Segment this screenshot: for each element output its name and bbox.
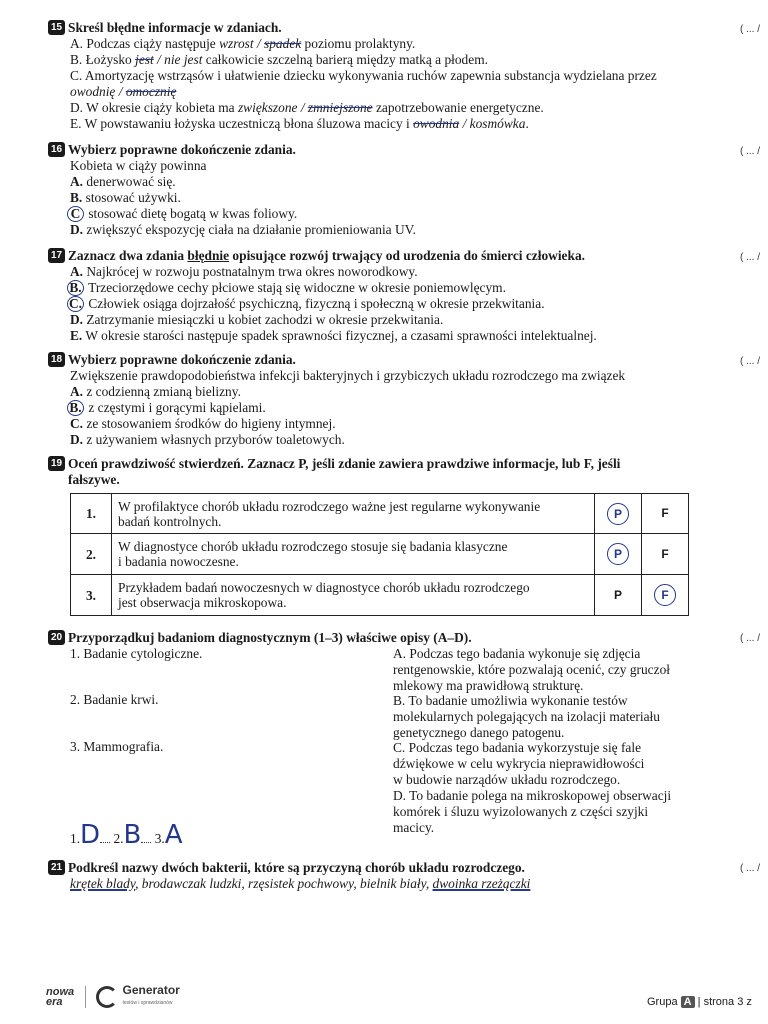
description-a: A. Podczas tego badania wykonuje się zdjęcia rentgenowskie, które pozwalają ocenić, czy gruczoł mlekowy ma prawidłową strukturę.	[393, 646, 670, 693]
question-number: 20	[48, 630, 65, 645]
answer-2[interactable]: B	[123, 820, 142, 850]
footer-logo	[46, 985, 180, 1008]
question-title: Oceń prawdziwość stwierdzeń. Zaznacz P, jeśli zdanie zawiera prawdziwe informacje, lub F, jeśli fałszywe.	[68, 456, 621, 487]
option-d[interactable]: D. Zatrzymanie miesiączki u kobiet zachodzi w okresie przekwitania.	[70, 312, 444, 327]
question-title: Skreśl błędne informacje w zdaniach.	[68, 20, 282, 35]
statement-a: A. Podczas ciąży następuje wzrost / spadek poziomu prolaktyny.	[70, 36, 416, 51]
points-box: ( ... /	[740, 356, 760, 367]
statement-d: D. W okresie ciąży kobieta ma zwiększone / zmniejszone zapotrzebowanie energetyczne.	[70, 100, 544, 115]
generator-g-icon	[96, 986, 118, 1008]
row-statement: Przykładem badań nowoczesnych w diagnostyce chorób układu rozrodczego jest obserwacja mikroskopowa.	[112, 575, 595, 616]
option-b[interactable]: B. stosować używki.	[70, 190, 181, 205]
question-19	[48, 456, 748, 488]
brand-name: Generator	[122, 983, 180, 997]
points-box: ( ... /	[740, 146, 760, 157]
exam-item-2: 2. Badanie krwi.	[70, 692, 159, 707]
true-cell[interactable]: P	[595, 575, 642, 616]
question-number: 18	[48, 352, 65, 367]
crossed-option[interactable]: jest	[135, 52, 154, 67]
underlined-option[interactable]: dwoinka rzeżączki	[432, 876, 531, 891]
nowa-era-logo: nowa era	[46, 985, 75, 1008]
question-16	[48, 142, 748, 238]
option-c[interactable]: C stosować dietę bogatą w kwas foliowy.	[70, 206, 748, 222]
footer-page-info: Grupa A | strona 3 z	[647, 996, 752, 1008]
answer-3[interactable]: A	[164, 820, 183, 850]
option-e[interactable]: E. W okresie starości następuje spadek sprawności fizycznej, a czasami sprawności intelektualnej.	[70, 328, 597, 343]
option-a[interactable]: A. z codzienną zmianą bielizny.	[70, 384, 241, 399]
points-box: ( ... /	[740, 24, 760, 35]
statement-b: B. Łożysko jest / nie jest całkowicie szczelną barierą między matką a płodem.	[70, 52, 488, 67]
points-box: ( ... /	[740, 252, 760, 263]
exam-item-3: 3. Mammografia.	[70, 739, 164, 754]
row-number: 1.	[71, 494, 112, 534]
question-title: Przyporządkuj badaniom diagnostycznym (1–3) właściwe opisy (A–D).	[68, 630, 472, 645]
crossed-option[interactable]: spadek	[264, 36, 302, 51]
option-b[interactable]: B. Trzeciorzędowe cechy płciowe stają się widoczne w okresie poniemowlęcym.	[70, 280, 748, 296]
crossed-option[interactable]: omocznię	[125, 84, 177, 99]
question-stem: Kobieta w ciąży powinna	[70, 158, 207, 173]
answer-row: 1.D 2.B 3.A	[70, 820, 183, 850]
false-cell[interactable]: F	[642, 494, 689, 534]
circled-answer: B.	[67, 280, 84, 296]
circled-answer: C.	[68, 296, 83, 311]
table-row	[71, 575, 689, 616]
group-badge: A	[681, 996, 695, 1008]
question-title: Wybierz poprawne dokończenie zdania.	[68, 142, 296, 157]
question-number: 21	[48, 860, 65, 875]
question-title: Podkreśl nazwy dwóch bakterii, które są przyczyną chorób układu rozrodczego.	[68, 860, 525, 875]
underlined-option[interactable]: krętek blady	[70, 876, 136, 891]
option-c[interactable]: C. ze stosowaniem środków do higieny intymnej.	[70, 416, 336, 431]
false-cell[interactable]: F	[642, 534, 689, 575]
question-title: Zaznacz dwa zdania błędnie opisujące rozwój trwający od urodzenia do śmierci człowieka.	[68, 248, 585, 263]
description-b: B. To badanie umożliwia wykonanie testów molekularnych polegających na izolacji materiału genetycznego danego patogenu.	[393, 693, 660, 740]
question-number: 17	[48, 248, 65, 263]
crossed-option[interactable]: owodnia	[413, 116, 460, 131]
question-number: 15	[48, 20, 65, 35]
option-a[interactable]: A. Najkrócej w rozwoju postnatalnym trwa okres noworodkowy.	[70, 264, 418, 279]
answer-1[interactable]: D	[80, 820, 101, 850]
true-false-table	[70, 493, 689, 616]
statement-e: E. W powstawaniu łożyska uczestniczą błona śluzowa macicy i owodnia / kosmówka.	[70, 116, 529, 131]
true-cell[interactable]	[595, 534, 642, 575]
option-c[interactable]: C. Człowiek osiąga dojrzałość psychiczną, fizyczną i społeczną w okresie przekwitania.	[68, 296, 545, 311]
points-box: ( ... /	[740, 633, 760, 644]
circled-answer: P	[607, 543, 629, 565]
row-statement: W diagnostyce chorób układu rozrodczego stosuje się badania klasyczne i badania nowoczesne.	[112, 534, 595, 575]
option[interactable]: rzęsistek pochwowy	[248, 876, 354, 891]
question-number: 16	[48, 142, 65, 157]
row-number: 2.	[71, 534, 112, 575]
circled-answer: C	[67, 206, 84, 222]
statement-c-options: owodnię / omocznię	[70, 84, 177, 99]
description-d: D. To badanie polega na mikroskopowej obserwacji komórek i śluzu wyizolowanych z części szyjki macicy.	[393, 788, 672, 835]
row-statement: W profilaktyce chorób układu rozrodczego ważne jest regularne wykonywanie badań kontrolnych.	[112, 494, 595, 534]
table-row	[71, 534, 689, 575]
question-17	[48, 248, 748, 344]
bacteria-list: krętek blady, brodawczak ludzki, rzęsistek pochwowy, bielnik biały, dwoinka rzeżączki	[70, 876, 531, 891]
question-stem: Zwiększenie prawdopodobieństwa infekcji bakteryjnych i grzybiczych układu rozrodczego ma związek	[70, 368, 626, 383]
question-15	[48, 20, 748, 132]
description-c: C. Podczas tego badania wykorzystuje się fale dźwiękowe w celu wykrycia nieprawidłowości w budowie narządów układu rozrodczego.	[393, 740, 645, 787]
statement-c: C. Amortyzację wstrząsów i ułatwienie dziecku wykonywania ruchów zapewnia substancja wydzielana przez	[70, 68, 657, 83]
option-a[interactable]: A. denerwować się.	[70, 174, 176, 189]
circled-answer: P	[607, 503, 629, 525]
table-row	[71, 494, 689, 534]
option[interactable]: brodawczak ludzki	[141, 876, 242, 891]
option-d[interactable]: D. zwiększyć ekspozycję ciała na działanie promieniowania UV.	[70, 222, 416, 237]
points-box: ( ... /	[740, 863, 760, 874]
question-18	[48, 352, 748, 448]
question-21	[48, 860, 748, 892]
option[interactable]: bielnik biały	[360, 876, 426, 891]
question-20	[48, 630, 748, 646]
true-cell[interactable]	[595, 494, 642, 534]
option-b[interactable]: B. z częstymi i gorącymi kąpielami.	[70, 400, 748, 416]
circled-answer: F	[654, 584, 676, 606]
brand-subtitle: testów i sprawdzianów	[122, 1000, 173, 1006]
row-number: 3.	[71, 575, 112, 616]
option-d[interactable]: D. z używaniem własnych przyborów toaletowych.	[70, 432, 345, 447]
crossed-option[interactable]: zmniejszone	[307, 100, 373, 115]
circled-answer: B.	[67, 400, 84, 416]
exam-item-1: 1. Badanie cytologiczne.	[70, 646, 203, 661]
question-title: Wybierz poprawne dokończenie zdania.	[68, 352, 296, 367]
false-cell[interactable]	[642, 575, 689, 616]
question-number: 19	[48, 456, 65, 471]
